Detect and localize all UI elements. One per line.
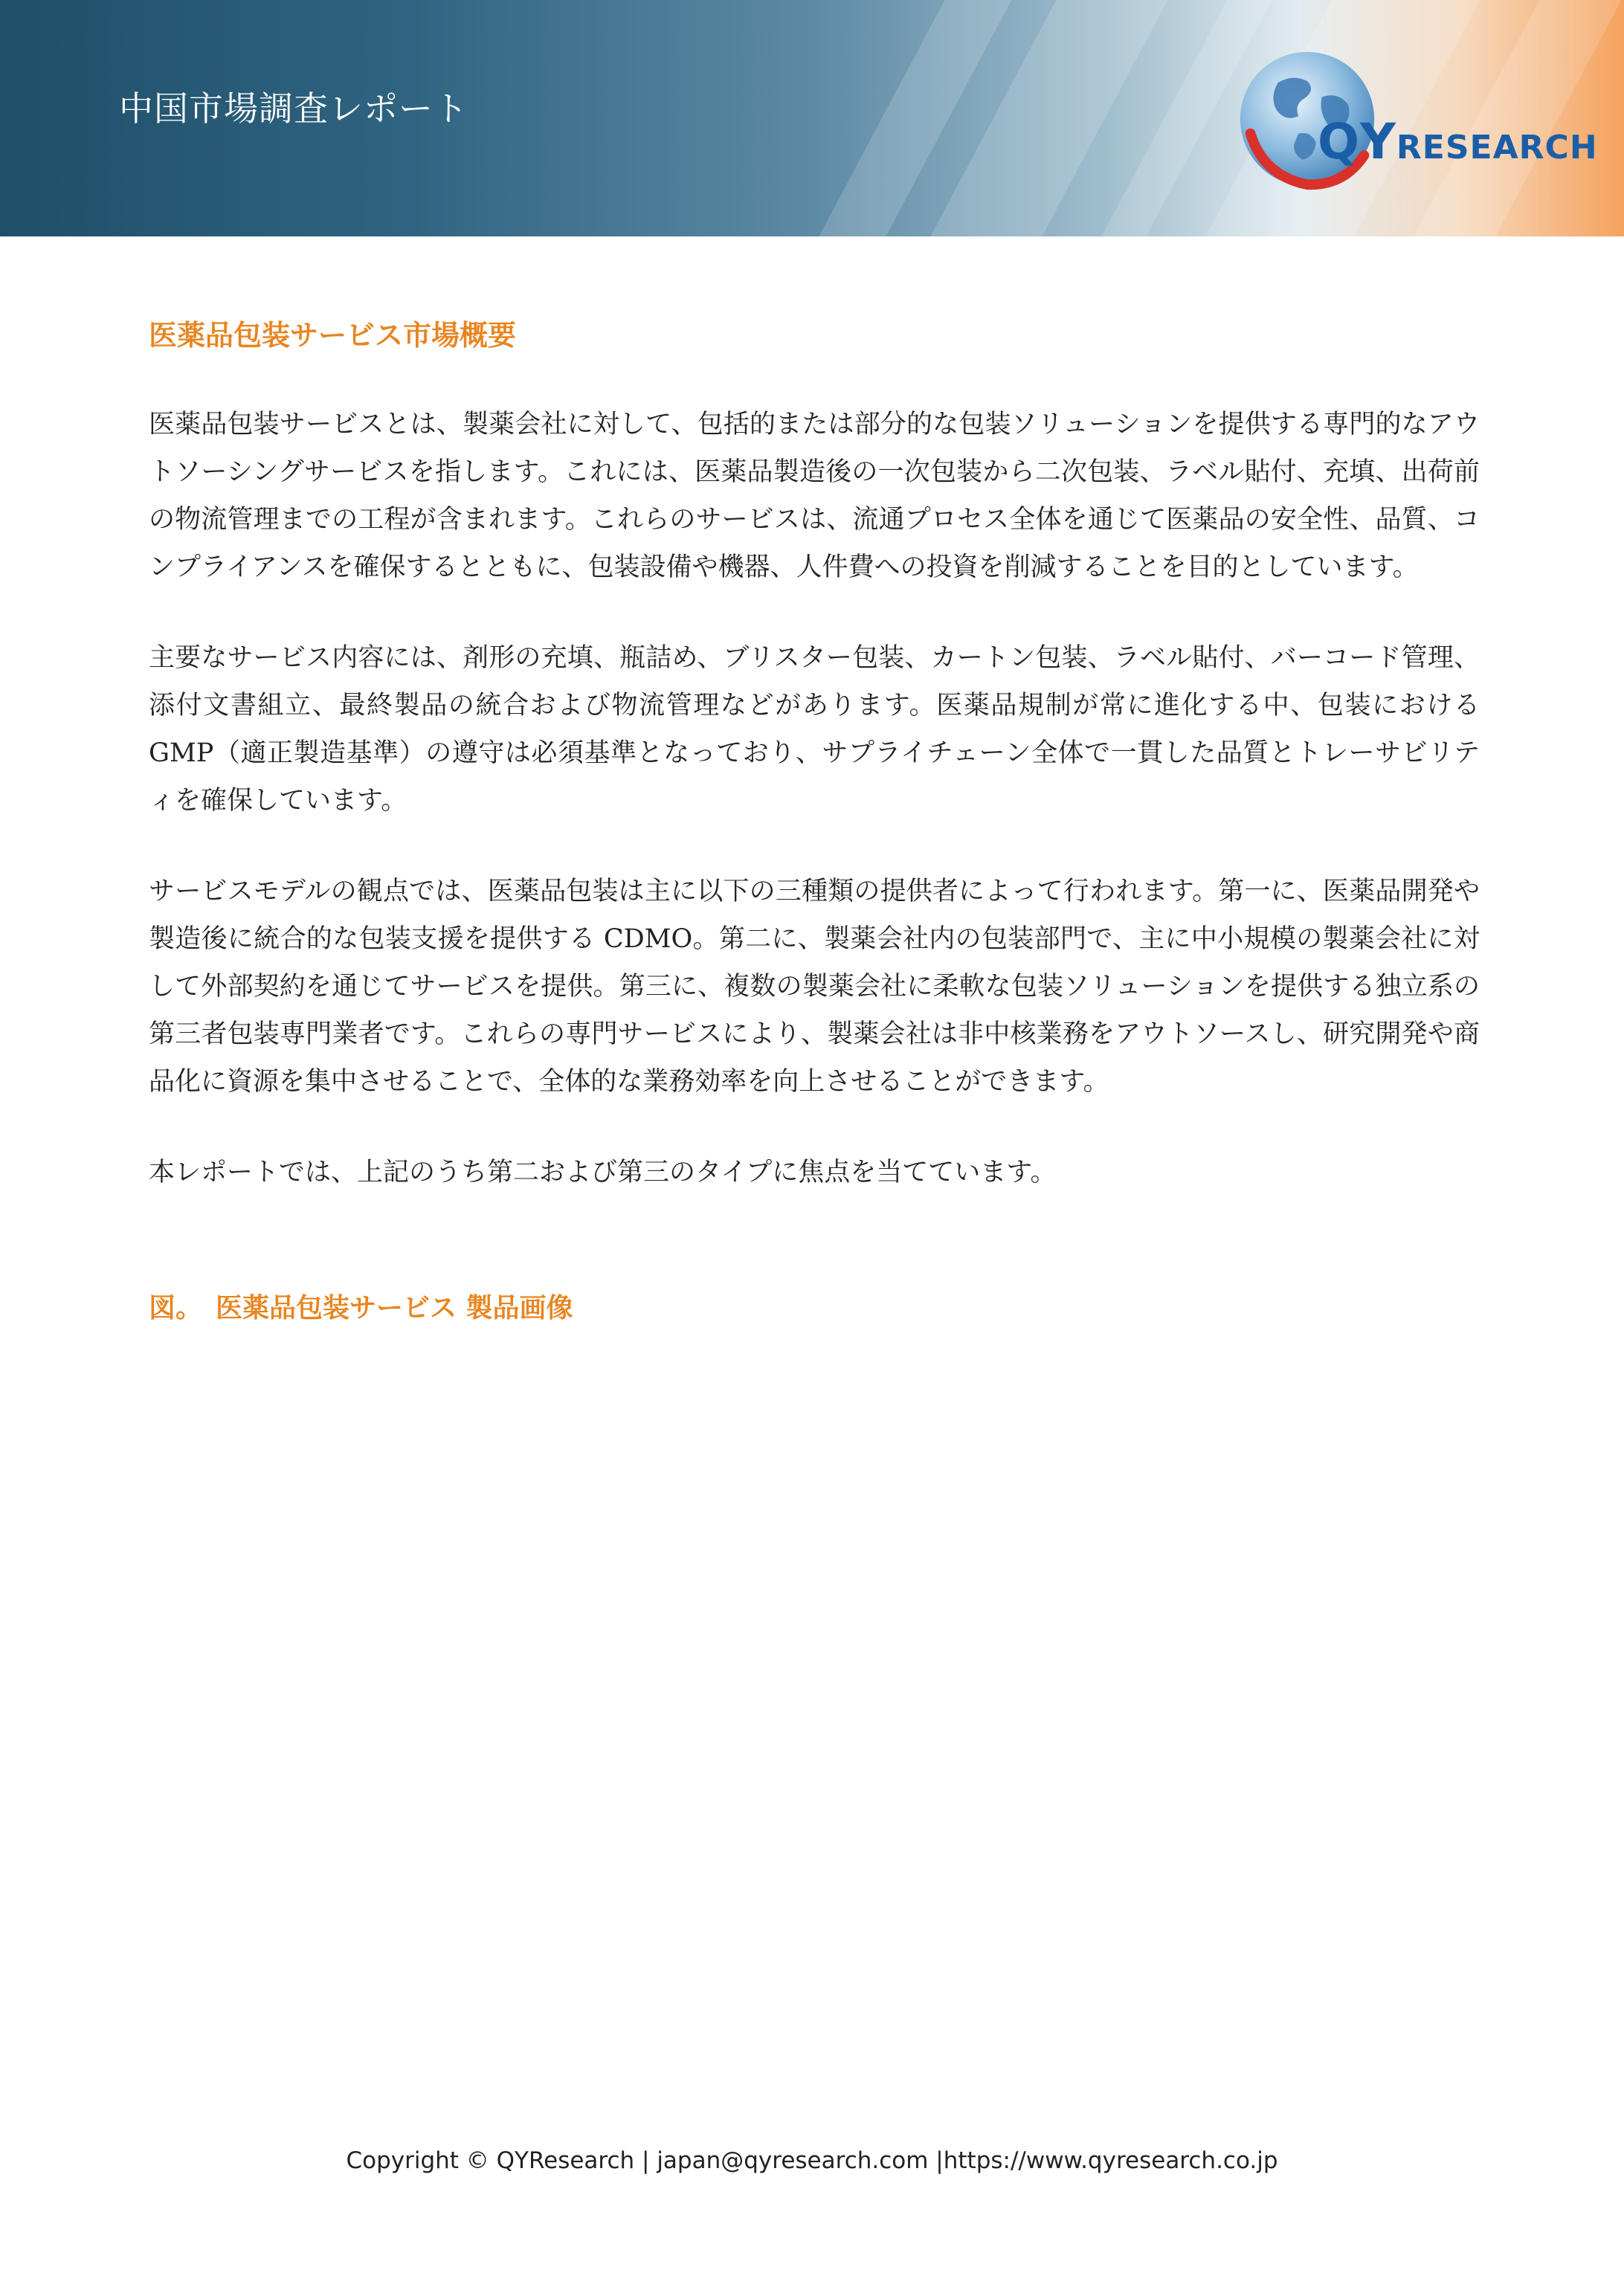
figure-caption: 図。 医薬品包装サービス 製品画像: [149, 1293, 573, 1323]
main-content: [149, 312, 1480, 1325]
paragraph-services: 主要なサービス内容には、剤形の充填、瓶詰め、ブリスター包装、カートン包装、ラベル貼付、バーコード管理、添付文書組立、最終製品の統合および物流管理などがあります。医薬品規制が常に進化する中、包装における GMP（適正製造基準）の遵守は必須基準となっており、サプライチェーン全体で一貫した品質とトレーサビリティを確保しています。: [149, 643, 1480, 816]
paragraph-definition: 医薬品包装サービスとは、製薬会社に対して、包括的または部分的な包装ソリューションを提供する専門的なアウトソーシングサービスを指します。これには、医薬品製造後の一次包装から二次包装、ラベル貼付、充填、出荷前の物流管理までの工程が含まれます。これらのサービスは、流通プロセス全体を通じて医薬品の安全性、品質、コンプライアンスを確保するとともに、包装設備や機器、人件費への投資を削減することを目的としています。: [149, 410, 1480, 582]
logo-qy: QY: [1318, 113, 1396, 170]
report-type-title: 中国市場調査レポート: [119, 88, 468, 129]
header-banner: [0, 0, 1624, 236]
footer-copyright: Copyright © QYResearch | japan@qyresearch.com |https://www.qyresearch.co.jp: [346, 2147, 1278, 2174]
logo-research: RESEARCH: [1396, 129, 1598, 167]
logo-wordmark: [1318, 113, 1598, 170]
section-title: 医薬品包装サービス市場概要: [149, 319, 517, 352]
paragraph-service-models: サービスモデルの観点では、医薬品包装は主に以下の三種類の提供者によって行われます。第一に、医薬品開発や製造後に統合的な包装支援を提供する CDMO。第二に、製薬会社内の包装部門で、主に中小規模の製薬会社に対して外部契約を通じてサービスを提供。第三に、複数の製薬会社に柔軟な包装ソリューションを提供する独立系の第三者包装専門業者です。これらの専門サービスにより、製薬会社は非中核業務をアウトソースし、研究開発や商品化に資源を集中させることで、全体的な業務効率を向上させることができます。: [149, 877, 1480, 1097]
qyresearch-logo: [1234, 45, 1598, 193]
paragraph-report-focus: 本レポートでは、上記のうち第二および第三のタイプに焦点を当てています。: [149, 1158, 1057, 1187]
